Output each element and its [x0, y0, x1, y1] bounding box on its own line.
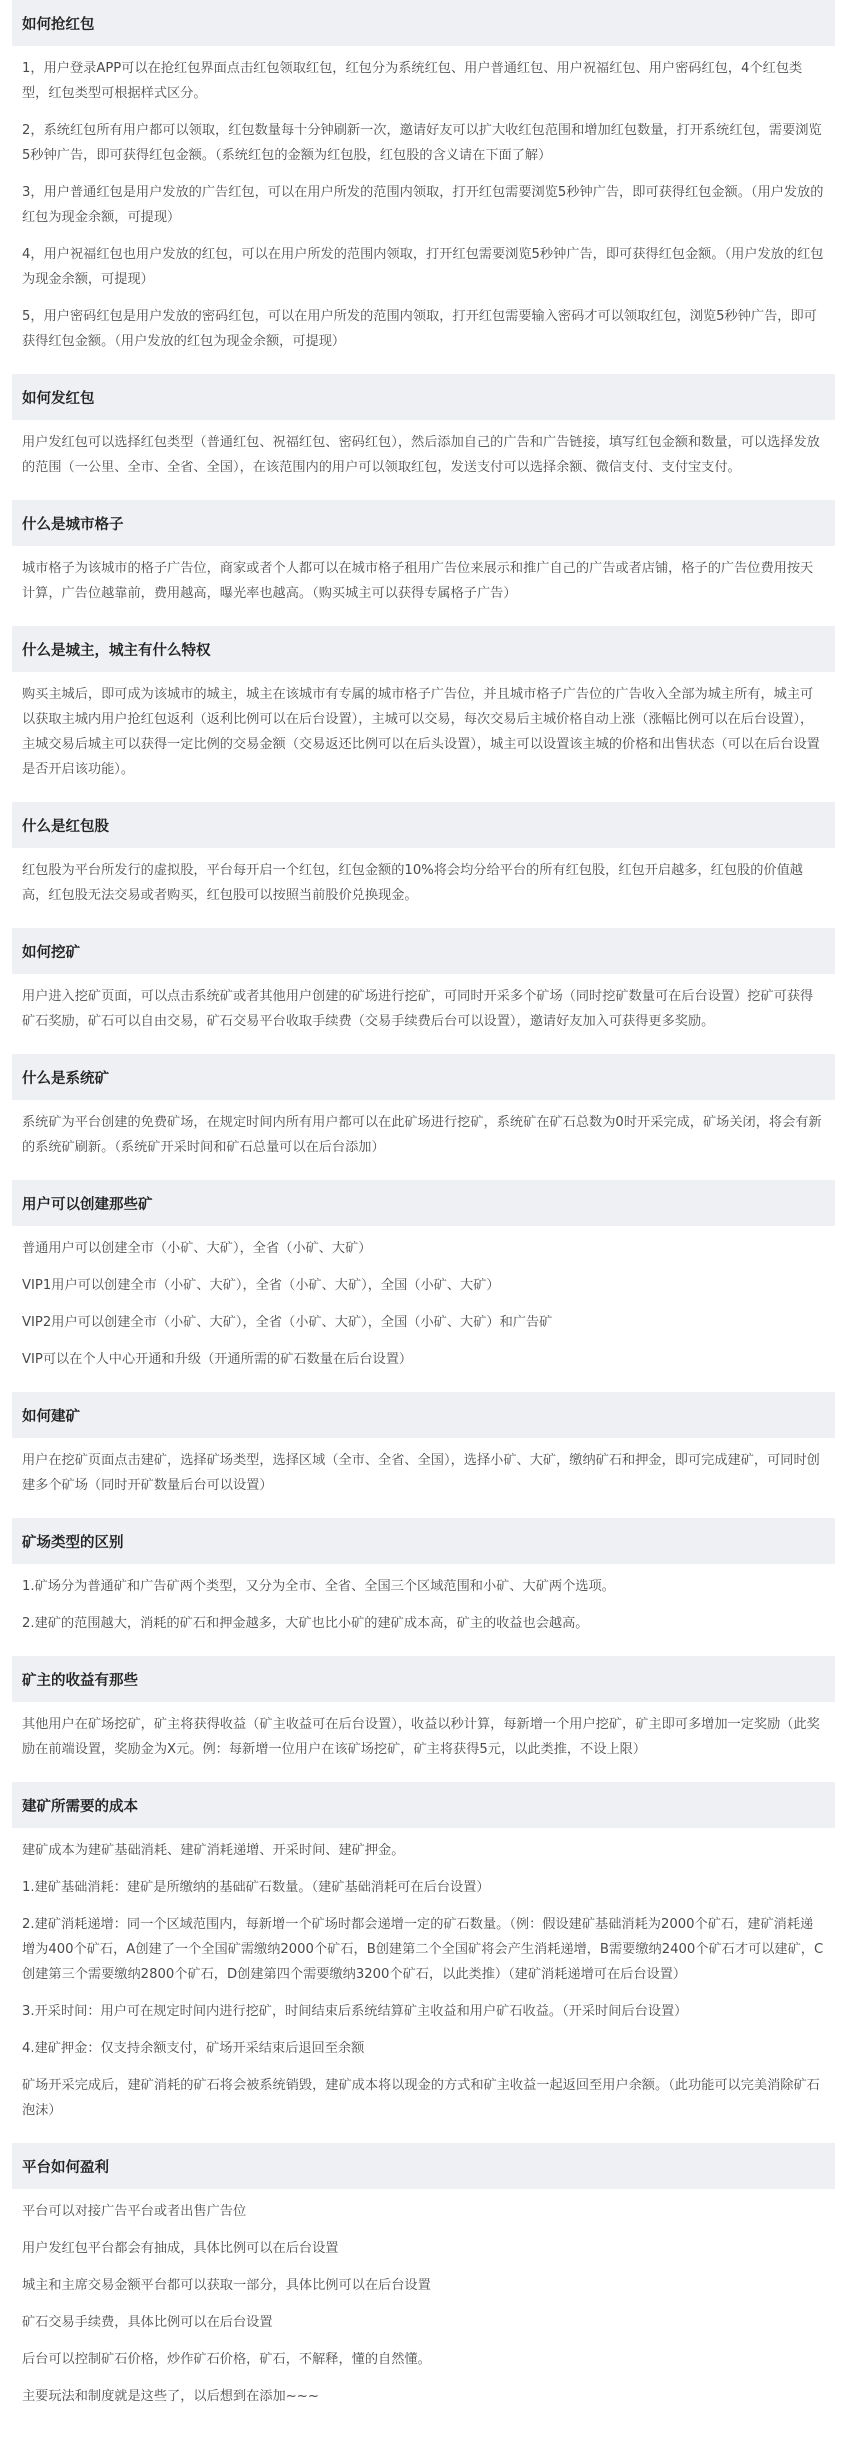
- section-title: 如何建矿: [12, 1392, 835, 1438]
- section-city-lord: [12, 626, 835, 802]
- paragraph: 用户发红包可以选择红包类型（普通红包、祝福红包、密码红包），然后添加自己的广告和广告链接，填写红包金额和数量，可以选择发放的范围（一公里、全市、全省、全国），在该范围内的用户可以领取红包，发送支付可以选择余额、微信支付、支付宝支付。: [22, 435, 820, 475]
- paragraph: 矿场开采完成后，建矿消耗的矿石将会被系统销毁，建矿成本将以现金的方式和矿主收益一起返回至用户余额。（此功能可以完美消除矿石泡沫）: [22, 2078, 820, 2118]
- section-title: 什么是城主，城主有什么特权: [12, 626, 835, 672]
- section-city-grid: [12, 500, 835, 626]
- section-body: [12, 56, 835, 374]
- paragraph: 后台可以控制矿石价格，炒作矿石价格，矿石，不解释，懂的自然懂。: [22, 2352, 431, 2367]
- section-title: 建矿所需要的成本: [12, 1782, 835, 1828]
- section-body: [12, 1110, 835, 1180]
- section-mine-types: [12, 1518, 835, 1656]
- section-how-to-mine: [12, 928, 835, 1054]
- paragraph: 矿石交易手续费，具体比例可以在后台设置: [22, 2315, 273, 2330]
- paragraph: 4，用户祝福红包也用户发放的红包，可以在用户所发的范围内领取，打开红包需要浏览5秒钟广告，即可获得红包金额。（用户发放的红包为现金余额，可提现）: [22, 247, 824, 287]
- section-build-mine: [12, 1392, 835, 1518]
- paragraph: 3，用户普通红包是用户发放的广告红包，可以在用户所发的范围内领取，打开红包需要浏览5秒钟广告，即可获得红包金额。（用户发放的红包为现金余额，可提现）: [22, 185, 824, 225]
- section-platform-profit: [12, 2143, 835, 2429]
- section-title: 矿主的收益有那些: [12, 1656, 835, 1702]
- paragraph: VIP可以在个人中心开通和升级（开通所需的矿石数量在后台设置）: [22, 1352, 413, 1367]
- paragraph: 系统矿为平台创建的免费矿场，在规定时间内所有用户都可以在此矿场进行挖矿，系统矿在矿石总数为0时开采完成，矿场关闭，将会有新的系统矿刷新。（系统矿开采时间和矿石总量可以在后台添加）: [22, 1115, 822, 1155]
- paragraph: 用户发红包平台都会有抽成，具体比例可以在后台设置: [22, 2241, 339, 2256]
- paragraph: 用户在挖矿页面点击建矿，选择矿场类型，选择区域（全市、全省、全国），选择小矿、大矿，缴纳矿石和押金，即可完成建矿，可同时创建多个矿场（同时开矿数量后台可以设置）: [22, 1453, 820, 1493]
- section-body: [12, 984, 835, 1054]
- paragraph: 3.开采时间：用户可在规定时间内进行挖矿，时间结束后系统结算矿主收益和用户矿石收益。（开采时间后台设置）: [22, 2004, 688, 2019]
- paragraph: 2，系统红包所有用户都可以领取，红包数量每十分钟刷新一次，邀请好友可以扩大收红包范围和增加红包数量，打开系统红包，需要浏览5秒钟广告，即可获得红包金额。（系统红包的金额为红包股，红包股的含义请在下面了解）: [22, 123, 822, 163]
- section-build-cost: [12, 1782, 835, 2143]
- section-grab-red-packet: [12, 0, 835, 374]
- paragraph: 1，用户登录APP可以在抢红包界面点击红包领取红包，红包分为系统红包、用户普通红包、用户祝福红包、用户密码红包，4个红包类型，红包类型可根据样式区分。: [22, 61, 803, 101]
- section-body: [12, 556, 835, 626]
- paragraph: 1.建矿基础消耗：建矿是所缴纳的基础矿石数量。（建矿基础消耗可在后台设置）: [22, 1880, 490, 1895]
- section-body: [12, 430, 835, 500]
- section-title: 平台如何盈利: [12, 2143, 835, 2189]
- paragraph: 主要玩法和制度就是这些了，以后想到在添加~~~: [22, 2389, 319, 2404]
- section-title: 什么是系统矿: [12, 1054, 835, 1100]
- section-body: [12, 858, 835, 928]
- section-red-packet-shares: [12, 802, 835, 928]
- section-body: [12, 1712, 835, 1782]
- section-title: 用户可以创建那些矿: [12, 1180, 835, 1226]
- section-title: 什么是红包股: [12, 802, 835, 848]
- section-send-red-packet: [12, 374, 835, 500]
- section-body: [12, 1838, 835, 2143]
- section-body: [12, 1236, 835, 1392]
- section-system-mine: [12, 1054, 835, 1180]
- paragraph: 城市格子为该城市的格子广告位，商家或者个人都可以在城市格子租用广告位来展示和推广自己的广告或者店铺，格子的广告位费用按天计算，广告位越靠前，费用越高，曝光率也越高。（购买城主可以获得专属格子广告）: [22, 561, 814, 601]
- paragraph: 2.建矿消耗递增：同一个区域范围内，每新增一个矿场时都会递增一定的矿石数量。（例：假设建矿基础消耗为2000个矿石，建矿消耗递增为400个矿石，A创建了一个全国矿需缴纳2000个矿石，B创建第二个全国矿将会产生消耗递增，B需要缴纳2400个矿石才可以建矿，C创建第三个需要缴纳2800个矿石，D创建第四个需要缴纳3200个矿石，以此类推）（建矿消耗递增可在后台设置）: [22, 1917, 824, 1982]
- paragraph: 用户进入挖矿页面，可以点击系统矿或者其他用户创建的矿场进行挖矿，可同时开采多个矿场（同时挖矿数量可在后台设置）挖矿可获得矿石奖励，矿石可以自由交易，矿石交易平台收取手续费（交易手续费后台可以设置），邀请好友加入可获得更多奖励。: [22, 989, 814, 1029]
- section-title: 如何挖矿: [12, 928, 835, 974]
- paragraph: 普通用户可以创建全市（小矿、大矿），全省（小矿、大矿）: [22, 1241, 372, 1256]
- section-body: [12, 2199, 835, 2429]
- paragraph: 1.矿场分为普通矿和广告矿两个类型，又分为全市、全省、全国三个区域范围和小矿、大矿两个选项。: [22, 1579, 615, 1594]
- section-body: [12, 1448, 835, 1518]
- section-user-mines: [12, 1180, 835, 1392]
- paragraph: 购买主城后，即可成为该城市的城主，城主在该城市有专属的城市格子广告位，并且城市格子广告位的广告收入全部为城主所有，城主可以获取主城内用户抢红包返利（返利比例可以在后台设置），主城可以交易，每次交易后主城价格自动上涨（涨幅比例可以在后台设置），主城交易后城主可以获得一定比例的交易金额（交易返还比例可以在后头设置），城主可以设置该主城的价格和出售状态（可以在后台设置是否开启该功能）。: [22, 687, 820, 777]
- paragraph: 2.建矿的范围越大，消耗的矿石和押金越多，大矿也比小矿的建矿成本高，矿主的收益也会越高。: [22, 1616, 589, 1631]
- section-title: 矿场类型的区别: [12, 1518, 835, 1564]
- paragraph: 5，用户密码红包是用户发放的密码红包，可以在用户所发的范围内领取，打开红包需要输入密码才可以领取红包，浏览5秒钟广告，即可获得红包金额。（用户发放的红包为现金余额，可提现）: [22, 309, 817, 349]
- section-owner-income: [12, 1656, 835, 1782]
- paragraph: 4.建矿押金：仅支持余额支付，矿场开采结束后退回至余额: [22, 2041, 365, 2056]
- section-title: 如何抢红包: [12, 0, 835, 46]
- section-title: 什么是城市格子: [12, 500, 835, 546]
- section-body: [12, 1574, 835, 1656]
- section-body: [12, 682, 835, 802]
- paragraph: 建矿成本为建矿基础消耗、建矿消耗递增、开采时间、建矿押金。: [22, 1843, 405, 1858]
- paragraph: VIP2用户可以创建全市（小矿、大矿），全省（小矿、大矿），全国（小矿、大矿）和广告矿: [22, 1315, 553, 1330]
- paragraph: 其他用户在矿场挖矿，矿主将获得收益（矿主收益可在后台设置），收益以秒计算，每新增一个用户挖矿，矿主即可多增加一定奖励（此奖励在前端设置，奖励金为X元。例：每新增一位用户在该矿场挖矿，矿主将获得5元，以此类推，不设上限）: [22, 1717, 820, 1757]
- section-title: 如何发红包: [12, 374, 835, 420]
- paragraph: VIP1用户可以创建全市（小矿、大矿），全省（小矿、大矿），全国（小矿、大矿）: [22, 1278, 500, 1293]
- paragraph: 红包股为平台所发行的虚拟股，平台每开启一个红包，红包金额的10%将会均分给平台的所有红包股，红包开启越多，红包股的价值越高，红包股无法交易或者购买，红包股可以按照当前股价兑换现金。: [22, 863, 803, 903]
- paragraph: 城主和主席交易金额平台都可以获取一部分，具体比例可以在后台设置: [22, 2278, 431, 2293]
- paragraph: 平台可以对接广告平台或者出售广告位: [22, 2204, 247, 2219]
